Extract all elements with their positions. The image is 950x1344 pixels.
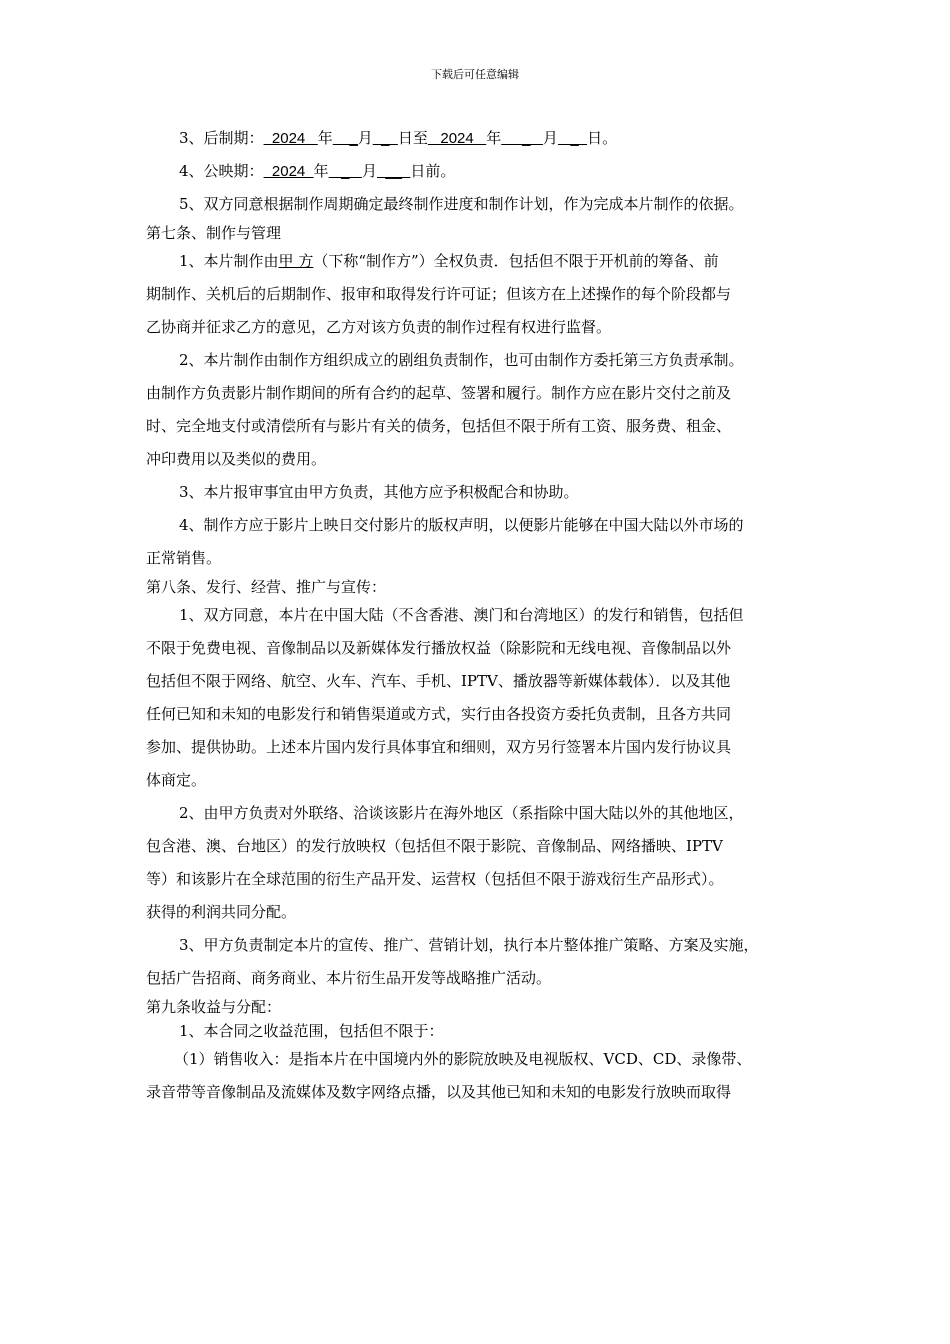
paragraph-line: 等）和该影片在全球范围的衍生产品开发、运营权（包括但不限于游戏衍生产品形式）。 xyxy=(146,870,724,888)
paragraph-line: 包含港、澳、台地区）的发行放映权（包括但不限于影院、音像制品、网络播映、IPTV xyxy=(146,837,723,855)
paragraph-line: 1、双方同意，本片在中国大陆（不含香港、澳门和台湾地区）的发行和销售，包括但 xyxy=(179,606,744,624)
paragraph-line: 2、由甲方负责对外联络、洽谈该影片在海外地区（系指除中国大陆以外的其他地区， xyxy=(179,804,744,822)
paragraph-line: 获得的利润共同分配。 xyxy=(146,903,297,921)
month-blank: _ xyxy=(332,130,358,147)
article-9-heading: 第九条收益与分配： xyxy=(146,998,282,1016)
party-blank: 甲 方 xyxy=(278,252,314,270)
month-char: 月 xyxy=(361,162,377,180)
paragraph-line: 4、制作方应于影片上映日交付影片的版权声明，以便影片能够在中国大陆以外市场的 xyxy=(179,516,744,534)
contract-body xyxy=(146,122,816,1109)
text: （下称“制作方”）全权负责．包括但不限于开机前的筹备、前 xyxy=(313,252,719,270)
paragraph-line: 冲印费用以及类似的费用。 xyxy=(146,450,327,468)
paragraph-line: 时、完全地支付或清偿所有与影片有关的债务，包括但不限于所有工资、服务费、租金、 xyxy=(146,417,732,435)
text: 1、本片制作由 xyxy=(179,252,279,270)
year-blank: 2024 xyxy=(263,130,318,147)
paragraph-line: 不限于免费电视、音像制品以及新媒体发行播放权益（除影院和无线电视、音像制品以外 xyxy=(146,639,732,657)
year-char: 年 xyxy=(486,129,502,147)
paragraph-line: 包括广告招商、商务商业、本片衍生品开发等战略推广活动。 xyxy=(146,969,552,987)
day-char: 日前。 xyxy=(410,162,456,180)
year-blank: 2024 xyxy=(427,130,487,147)
label: 3、后制期： xyxy=(179,129,264,147)
paragraph-line: 体商定。 xyxy=(146,771,207,789)
day-to-char: 日至 xyxy=(397,129,428,147)
month-char: 月 xyxy=(542,129,558,147)
day-blank: _ xyxy=(372,130,398,147)
paragraph-line: 录音带等音像制品及流媒体及数字网络点播，以及其他已知和未知的电影发行放映而取得 xyxy=(146,1083,732,1101)
paragraph-line: 2、本片制作由制作方组织成立的剧组负责制作，也可由制作方委托第三方负责承制。 xyxy=(179,351,744,369)
page-header-note: 下载后可任意编辑 xyxy=(431,68,519,81)
label: 4、公映期： xyxy=(179,162,264,180)
paragraph-line: 5、双方同意根据制作周期确定最终制作进度和制作计划，作为完成本片制作的依据。 xyxy=(179,195,744,213)
paragraph-line: 期制作、关机后的后期制作、报审和取得发行许可证；但该方在上述操作的每个阶段都与 xyxy=(146,285,732,303)
day-blank: __ xyxy=(376,163,411,180)
month-blank: _ xyxy=(501,130,543,147)
paragraph-line: 任何已知和未知的电影发行和销售渠道或方式，实行由各投资方委托负责制，且各方共同 xyxy=(146,705,732,723)
paragraph-line: （1）销售收入：是指本片在中国境内外的影院放映及电视版权、VCD、CD、录像带、 xyxy=(174,1050,752,1068)
paragraph-line: 3、甲方负责制定本片的宣传、推广、营销计划，执行本片整体推广策略、方案及实施， xyxy=(179,936,759,954)
post-production-period-line xyxy=(146,122,816,155)
paragraph-line: 由制作方负责影片制作期间的所有合约的起草、签署和履行。制作方应在影片交付之前及 xyxy=(146,384,732,402)
paragraph-line: 1、本合同之收益范围，包括但不限于： xyxy=(179,1022,444,1040)
day-blank: _ xyxy=(557,130,588,147)
day-char: 日。 xyxy=(587,129,618,147)
year-char: 年 xyxy=(313,162,329,180)
paragraph-line: 正常销售。 xyxy=(146,549,222,567)
paragraph-line: 乙协商并征求乙方的意见，乙方对该方负责的制作过程有权进行监督。 xyxy=(146,318,612,336)
article-8-heading: 第八条、发行、经营、推广与宣传： xyxy=(146,578,387,596)
paragraph-line: 3、本片报审事宜由甲方负责，其他方应予积极配合和协助。 xyxy=(179,483,579,501)
paragraph-line: 参加、提供协助。上述本片国内发行具体事宜和细则，双方另行签署本片国内发行协议具 xyxy=(146,738,732,756)
month-char: 月 xyxy=(357,129,373,147)
article-7-heading: 第七条、制作与管理 xyxy=(146,224,282,242)
paragraph-line: 包括但不限于网络、航空、火车、汽车、手机、IPTV、播放器等新媒体载体）．以及其他 xyxy=(146,672,731,690)
month-blank: _ xyxy=(328,163,362,180)
year-blank: 2024 xyxy=(263,163,314,180)
release-period-line xyxy=(146,155,816,188)
year-char: 年 xyxy=(317,129,333,147)
paragraph-line xyxy=(146,245,816,278)
